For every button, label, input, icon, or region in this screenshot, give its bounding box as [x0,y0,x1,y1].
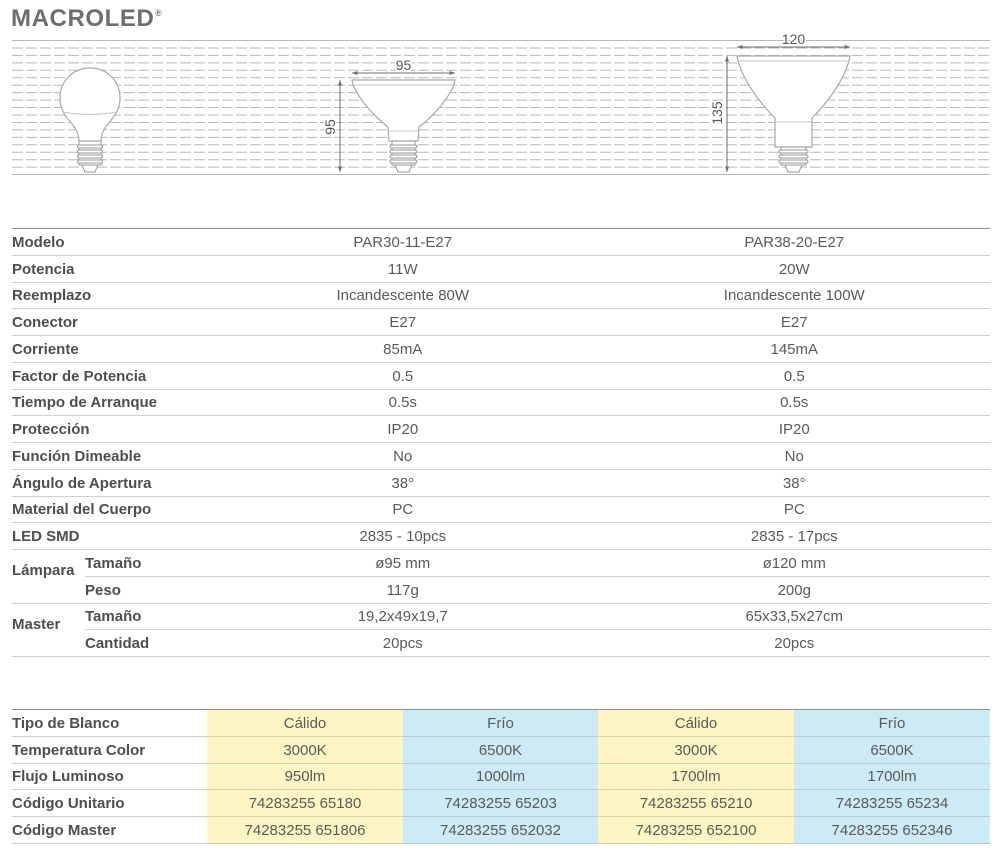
par38-value: 20pcs [774,635,815,653]
brand-logo: MACROLED [11,5,155,32]
par38-value: PAR38-20-E27 [744,233,845,251]
spec-label: Potencia [12,260,75,278]
variant-label: Código Master [12,817,207,844]
par30-value: 2835 - 10pcs [359,528,447,546]
spec-row [12,256,990,283]
spec-group-rows [85,604,990,658]
variant-cell: Cálido [207,710,403,737]
par30-value: E27 [389,314,417,332]
par30-height-label: 95 [322,119,338,135]
par30-value: PC [392,501,414,519]
par38-bulb-outline [737,56,850,172]
par38-value: PC [783,501,805,519]
par38-value: 0.5 [783,367,805,385]
par30-value: No [393,447,413,465]
variant-label: Tipo de Blanco [12,710,207,737]
registered-mark: ® [155,8,162,18]
spec-row [12,309,990,336]
variant-label: Temperatura Color [12,737,207,764]
spec-group-master [12,604,990,658]
par30-width-label: 95 [395,57,412,73]
variant-cell: 6500K [794,737,990,764]
par38-value: Incandescente 100W [723,287,865,305]
par38-value: 38° [782,474,806,492]
par30-bulb-outline [352,80,455,172]
variant-cell: Frío [403,710,598,737]
spec-row [12,336,990,363]
spec-subrow [85,550,990,577]
par30-value: 0.5s [388,394,417,412]
product-dimension-drawing [0,0,1003,185]
spec-label: Protección [12,421,90,439]
spec-sublabel: Cantidad [85,635,150,653]
variant-cell: 74283255 65203 [403,790,598,817]
variant-row [12,737,990,764]
variant-cell: 6500K [403,737,598,764]
spec-sublabel: Tamaño [85,608,142,626]
par30-value: 11W [387,260,418,278]
par30-value: 20pcs [382,635,423,653]
spec-subrow [85,630,990,657]
variant-cell: Cálido [598,710,794,737]
par30-value: 19,2x49x19,7 [357,608,448,626]
spec-row [12,390,990,417]
spec-row [12,229,990,256]
variant-label: Flujo Luminoso [12,764,207,791]
par38-value: 65x33,5x27cm [745,608,844,626]
spec-label: Conector [12,314,78,332]
spec-label: Material del Cuerpo [12,501,152,519]
spec-table [12,228,990,657]
spec-group-rows [85,550,990,604]
spec-label: Factor de Potencia [12,367,147,385]
par38-height-label: 135 [709,101,725,125]
spec-row [12,283,990,310]
variant-row [12,710,990,737]
par38-value: 0.5s [780,394,809,412]
par38-value: E27 [780,314,808,332]
spec-sublabel: Peso [85,581,121,599]
variant-table [12,709,990,844]
variant-cell: 74283255 652346 [794,817,990,844]
par38-value: 2835 - 17pcs [750,528,838,546]
variant-row [12,790,990,817]
variant-cell: 74283255 65210 [598,790,794,817]
variant-row [12,817,990,844]
spec-group-lampara [12,550,990,604]
spec-label: Función Dimeable [12,447,142,465]
par30-value: PAR30-11-E27 [353,233,453,251]
par30-value: Incandescente 80W [336,287,470,305]
spec-row [12,416,990,443]
spec-label: Tiempo de Arranque [12,394,158,412]
spec-label: Reemplazo [12,287,92,305]
spec-subrow [85,577,990,604]
par30-value: 0.5 [392,367,414,385]
spec-label: Ángulo de Apertura [12,474,152,492]
par38-value: IP20 [778,421,810,439]
variant-cell: 1700lm [598,764,794,791]
variant-cell: 950lm [207,764,403,791]
par38-value: No [784,447,804,465]
variant-cell: 3000K [598,737,794,764]
variant-cell: 74283255 65234 [794,790,990,817]
par38-value: 145mA [770,340,819,358]
spec-sublabel: Tamaño [85,554,142,572]
par30-value: IP20 [387,421,419,439]
variant-cell: 1700lm [794,764,990,791]
spec-subrow [85,604,990,631]
par38-value: ø120 mm [762,554,826,572]
variant-row [12,764,990,791]
variant-cell: 74283255 652032 [403,817,598,844]
spec-row [12,523,990,550]
spec-group-label: Master [12,615,61,633]
par30-value: ø95 mm [375,554,431,572]
variant-cell: 74283255 651806 [207,817,403,844]
variant-cell: 3000K [207,737,403,764]
variant-cell: 1000lm [403,764,598,791]
spec-group-label: Lámpara [12,562,75,579]
par38-width-label: 120 [781,31,806,47]
a-bulb-outline [60,68,120,172]
spec-label: Corriente [12,340,79,358]
screw-base [779,147,808,172]
par30-value: 38° [391,474,415,492]
par30-value: 117g [386,581,419,599]
spec-label: Modelo [12,233,65,251]
spec-row [12,363,990,390]
spec-row [12,443,990,470]
variant-label: Código Unitario [12,790,207,817]
spec-row [12,497,990,524]
spec-label: LED SMD [12,528,80,546]
par38-value: 20W [778,260,810,278]
variant-cell: 74283255 652100 [598,817,794,844]
par38-value: 200g [777,581,811,599]
spec-row [12,470,990,497]
par30-value: 85mA [383,340,423,358]
variant-cell: 74283255 65180 [207,790,403,817]
variant-cell: Frío [794,710,990,737]
